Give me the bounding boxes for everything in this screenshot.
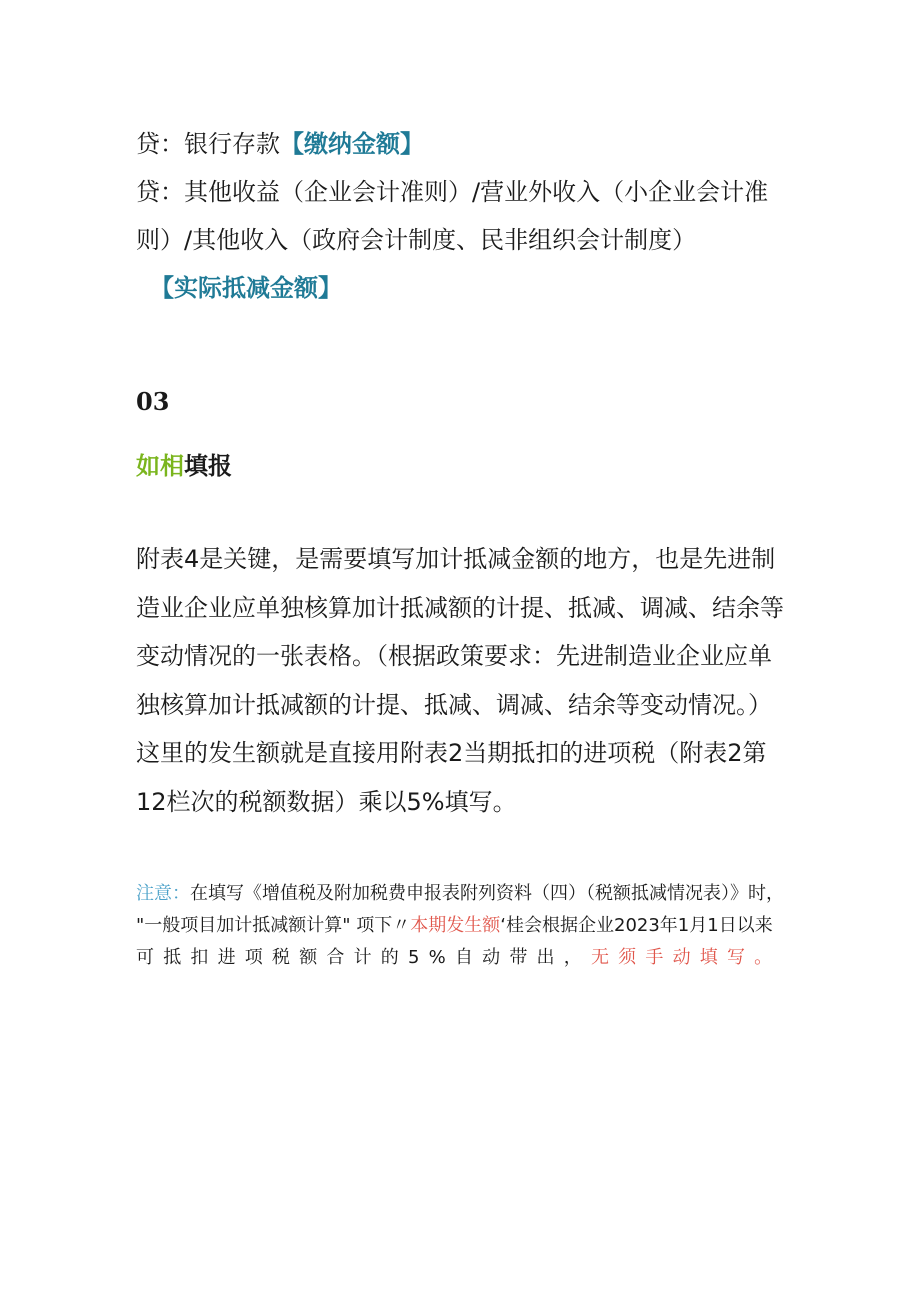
current-period-amount: 本期发生额 xyxy=(410,915,501,936)
note-line-2-a: "一般项目加计抵减额计算" 项下〃 xyxy=(136,915,411,936)
note-label: 注意： xyxy=(136,883,190,904)
journal-entries xyxy=(136,120,816,312)
section-title xyxy=(136,446,232,486)
credit-line-income: 贷：其他收益（企业会计准则）/营业外收入（小企业会计准 xyxy=(136,178,769,206)
section-title-rest: 填报 xyxy=(184,452,232,480)
paragraph-line: 变动情况的一张表格。（根据政策要求：先进制造业企业应单 xyxy=(136,642,772,670)
note-block xyxy=(136,878,816,974)
note-line-3 xyxy=(136,942,816,974)
no-manual-fill: 无须手动填写。 xyxy=(590,947,782,968)
payment-amount-tag: 【缴纳金额】 xyxy=(280,130,424,158)
note-line-3-a: 可抵扣进项税额合计的5%自动带出， xyxy=(136,947,591,968)
credit-line-bank xyxy=(136,120,816,168)
credit-line-income-cont: 则）/其他收入（政府会计制度、民非组织会计制度） xyxy=(136,226,697,254)
paragraph-line: 这里的发生额就是直接用附表2当期抵扣的进项税（附表2第 xyxy=(136,739,767,767)
section-number: 03 xyxy=(136,387,170,416)
note-line-1 xyxy=(136,878,816,910)
paragraph-line: 独核算加计抵减额的计提、抵减、调减、结余等变动情况。） xyxy=(136,690,772,719)
actual-deduction-tag: 【实际抵减金额】 xyxy=(150,274,342,302)
section-title-green: 如相 xyxy=(136,452,184,480)
body-paragraph xyxy=(136,535,816,826)
actual-deduction-line xyxy=(136,264,816,312)
paragraph-line: 附表4是关键，是需要填写加计抵减金额的地方，也是先进制 xyxy=(136,545,776,573)
note-line-2 xyxy=(136,910,816,942)
credit-bank-text: 贷：银行存款 xyxy=(136,130,280,158)
paragraph-line: 12栏次的税额数据）乘以5%填写。 xyxy=(136,787,517,816)
note-line-1-text: 在填写《增值税及附加税费申报表附列资料（四）（税额抵减情况表）》时， xyxy=(190,883,784,904)
paragraph-line: 造业企业应单独核算加计抵减额的计提、抵减、调减、结余等 xyxy=(136,593,784,622)
note-line-2-b: ‘桂会根据企业2023年1月1日以来 xyxy=(500,915,773,936)
